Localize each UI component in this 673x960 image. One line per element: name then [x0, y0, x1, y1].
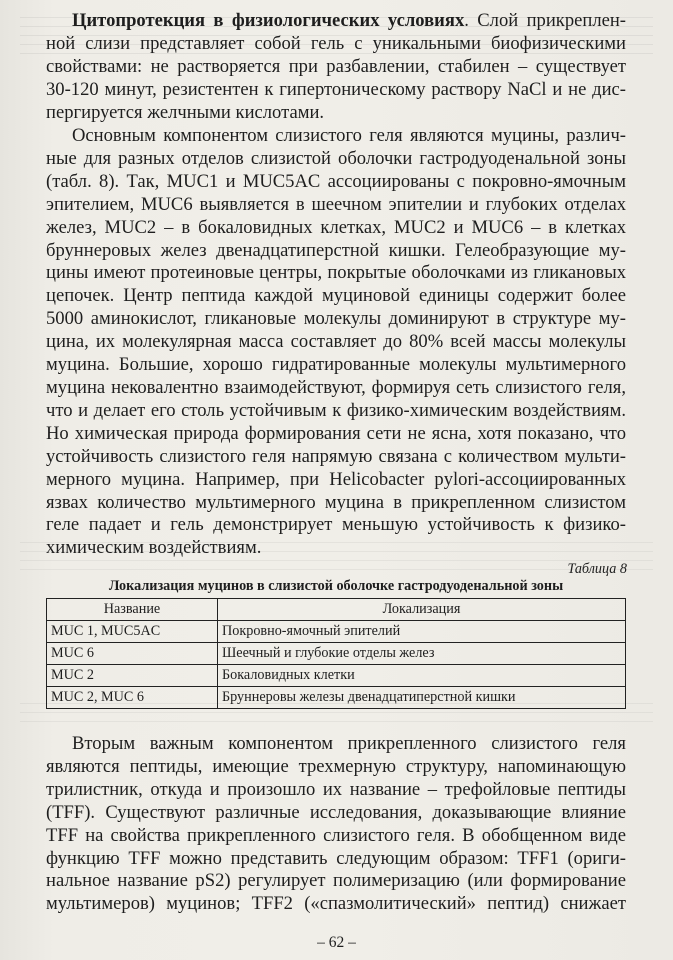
paragraph-line: цины имеют протеиновые центры, покрытые оболочками из гликановых: [46, 262, 626, 284]
section-lead-heading: Цитопротекция в физиологических условиях: [72, 10, 465, 31]
table-cell-name: MUC 1, MUC5AC: [47, 621, 218, 643]
table-cell-localization: Шеечный и глубокие отделы желез: [218, 643, 626, 665]
paragraph-line-text: . Слой прикреплен-: [464, 10, 626, 31]
paragraph-line: являются пептиды, имеющие трехмерную структуру, напоминающую: [46, 755, 626, 777]
paragraph-line: желез, MUC2 – в бокаловидных клетках, MUC2 и MUC6 – в клетках: [46, 216, 626, 238]
paragraph-mucins: [46, 125, 626, 560]
paragraph-line: ной слизи представляет собой гель с уникальными биофизическими: [46, 32, 626, 54]
table-cell-name: MUC 2: [47, 665, 218, 687]
paragraph-line: цепочек. Центр пептида каждой муциновой единицы содержит более: [46, 285, 626, 307]
column-header-name: Название: [47, 599, 218, 621]
paragraph-line: (табл. 8). Так, MUC1 и MUC5AC ассоциированы с покровно-ямочным: [46, 170, 626, 192]
table-cell-localization: Покровно-ямочный эпителий: [218, 621, 626, 643]
mucin-localization-table: [46, 598, 626, 709]
paragraph-cytoprotection: [46, 10, 626, 125]
table-header-row: [47, 599, 626, 621]
paragraph-line: мерного муцина. Например, при Helicobacter pylori-ассоциированных: [46, 468, 626, 490]
column-header-localization: Локализация: [218, 599, 626, 621]
paragraph-line: устойчивость слизистого геля напрямую связана с количеством мульти-: [46, 445, 626, 467]
paragraph-line: геле падает и гель демонстрирует меньшую устойчивость к физико-: [46, 514, 626, 536]
table-cell-localization: Бокаловидных клетки: [218, 665, 626, 687]
paragraph-line: Основным компонентом слизистого геля являются муцины, различ-: [72, 125, 626, 146]
paragraph-line: Но химическая природа формирования сети не ясна, хотя показано, что: [46, 422, 626, 444]
paragraph-line: функцию TFF можно представить следующим образом: TFF1 (ориги-: [46, 847, 626, 869]
paragraph-line: язвах количество мультимерного муцина в прикрепленном слизистом: [46, 491, 626, 513]
paragraph-line: (TFF). Существуют различные исследования, доказывающие влияние: [46, 801, 626, 823]
paragraph-line: ные для разных отделов слизистой оболочки гастродуоденальной зоны: [46, 147, 626, 169]
paragraph-line: 5000 аминокислот, гликановые молекулы доминируют в структуре му-: [46, 308, 626, 330]
paragraph-line: муцина нековалентно взаимодействуют, формируя сеть слизистого геля,: [46, 376, 626, 398]
paragraph-line: TFF на свойства прикрепленного слизистого геля. В обобщенном виде: [46, 824, 626, 846]
page-number: – 62 –: [317, 934, 356, 951]
paragraph-line: цина, их молекулярная масса составляет до 80% всей массы молекулы: [46, 331, 626, 353]
paragraph-line: Вторым важным компонентом прикрепленного слизистого геля: [72, 733, 626, 754]
paragraph-trefoil-peptides: [46, 733, 626, 916]
table-cell-localization: Бруннеровы железы двенадцатиперстной кишки: [218, 687, 626, 709]
paragraph-line: химическим воздействиям.: [46, 537, 262, 559]
paragraph-line: бруннеровых желез двенадцатиперстной кишки. Гелеобразующие му-: [46, 239, 626, 261]
table-cell-name: MUC 6: [47, 643, 218, 665]
paragraph-line: мультимеров) муцинов; TFF2 («спазмолитический» пептид) снижает: [46, 893, 626, 915]
paragraph-line: муцина. Большие, хорошо гидратированные молекулы мультимерного: [46, 354, 626, 376]
paragraph-line: пергируется желчными кислотами.: [46, 101, 325, 123]
paragraph-line: свойствами: не растворяется при разбавлении, стабилен – существует: [46, 55, 626, 77]
paragraph-line: нальное название pS2) регулирует полимеризацию (или формирование: [46, 870, 626, 892]
table-caption: Таблица 8: [567, 561, 627, 577]
table-row: [47, 643, 626, 665]
paragraph-line: [46, 10, 626, 33]
table-title: Локализация муцинов в слизистой оболочке гастродуоденальной зоны: [108, 578, 564, 594]
paragraph-line: что и делает его столь устойчивым к физико-химическим воздействиям.: [46, 399, 626, 421]
table-cell-name: MUC 2, MUC 6: [47, 687, 218, 709]
paragraph-line: эпителием, MUC6 выявляется в шеечном эпителии и глубоких отделах: [46, 193, 626, 215]
paragraph-line: 30-120 минут, резистентен к гипертоническому раствору NaCl и не дис-: [46, 78, 626, 100]
table-row: [47, 621, 626, 643]
paragraph-line: трилистник, откуда и произошло их название – трефойловые пептиды: [46, 778, 626, 800]
table-row: [47, 665, 626, 687]
table-row: [47, 687, 626, 709]
